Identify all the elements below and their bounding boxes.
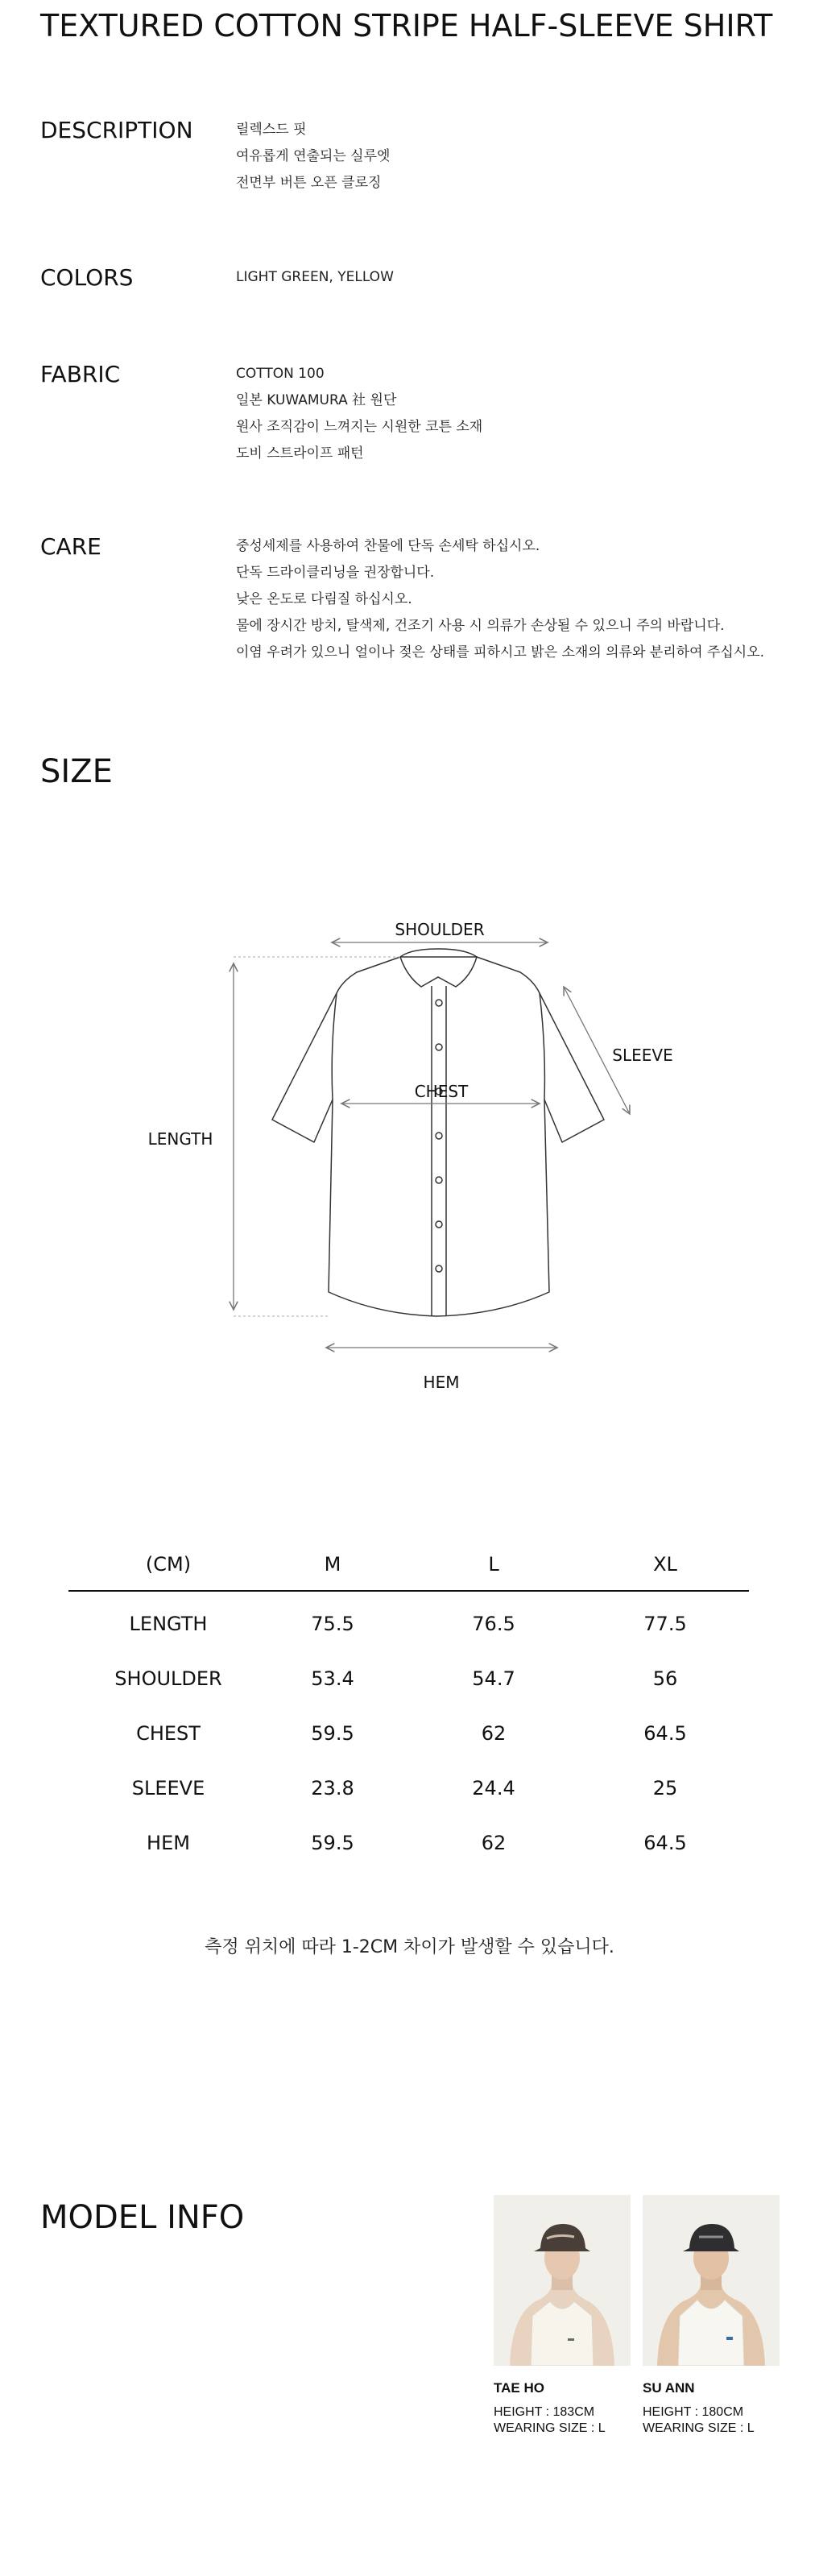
table-row [68,1761,749,1816]
size-table-header [68,1537,749,1592]
cell-value: 25 [652,1777,678,1799]
table-row [68,1706,749,1761]
row-label: HEM [147,1832,190,1854]
shoulder-label: SHOULDER [395,920,485,939]
size-heading: SIZE [40,753,113,790]
care-label: CARE [40,533,101,560]
cell-value: 76.5 [472,1613,515,1635]
model-photo [643,2195,780,2366]
row-label: SLEEVE [131,1777,205,1799]
model-info-heading: MODEL INFO [40,2199,245,2236]
cell-value: 64.5 [643,1832,687,1854]
model-wearing-size: WEARING SIZE : L [643,2421,755,2435]
care-line: 단독 드라이클리닝을 권장합니다. [236,565,435,581]
cell-value: 64.5 [643,1722,687,1745]
shirt-outline [272,957,604,1316]
cell-value: 59.5 [311,1722,354,1745]
cell-value: 75.5 [311,1613,354,1635]
table-row [68,1816,749,1870]
care-line: 낮은 온도로 다림질 하십시오. [236,591,412,607]
cell-value: 53.4 [311,1667,354,1690]
header-size-m: M [324,1553,341,1576]
size-table [68,1537,749,1870]
description-line: 여유롭게 연출되는 실루엣 [236,148,391,164]
care-line: 이염 우려가 있으니 얼이나 젖은 상태를 피하시고 밝은 소재의 의류와 분리하여 주십시오. [236,644,765,661]
model-height: HEIGHT : 183CM [494,2405,595,2419]
fabric-line: 원사 조직감이 느껴지는 시원한 코튼 소재 [236,419,483,435]
model-card [643,2195,780,2437]
model-figure [494,2195,631,2366]
size-measurement-note: 측정 위치에 따라 1-2CM 차이가 발생할 수 있습니다. [205,1937,614,1957]
product-title: TEXTURED COTTON STRIPE HALF-SLEEVE SHIRT [40,8,773,43]
model-height: HEIGHT : 180CM [643,2405,744,2419]
length-label: LENGTH [147,1129,213,1149]
cell-value: 23.8 [311,1777,354,1799]
table-row [68,1597,749,1651]
chest-label: CHEST [414,1082,469,1101]
fabric-label: FABRIC [40,361,121,387]
header-unit: (CM) [145,1553,192,1576]
cell-value: 56 [652,1667,678,1690]
table-row [68,1651,749,1706]
fabric-line: 일본 KUWAMURA 社 원단 [236,392,397,408]
model-wearing-size: WEARING SIZE : L [494,2421,606,2435]
cell-value: 62 [481,1722,507,1745]
cell-value: 54.7 [472,1667,515,1690]
description-line: 전면부 버튼 오픈 클로징 [236,175,382,191]
cell-value: 24.4 [472,1777,515,1799]
row-label: SHOULDER [114,1667,222,1690]
cell-value: 77.5 [643,1613,687,1635]
care-line: 물에 장시간 방치, 탈색제, 건조기 사용 시 의류가 손상될 수 있으니 주의 바랍니다. [236,618,725,634]
model-figure [643,2195,780,2366]
description-label: DESCRIPTION [40,117,193,143]
model-card [494,2195,631,2437]
model-name: SU ANN [643,2380,695,2396]
cell-value: 62 [481,1832,507,1854]
fabric-line: 도비 스트라이프 패턴 [236,445,364,462]
fabric-line: COTTON 100 [236,366,325,382]
sleeve-label: SLEEVE [612,1046,673,1065]
model-name: TAE HO [494,2380,544,2396]
description-line: 릴렉스드 핏 [236,122,307,138]
size-diagram [0,886,819,1418]
shirt-measurement-diagram [0,886,819,1418]
care-line: 중성세제를 사용하여 찬물에 단독 손세탁 하십시오. [236,538,540,554]
colors-value: LIGHT GREEN, YELLOW [236,269,394,285]
row-label: CHEST [136,1722,201,1745]
model-photo [494,2195,631,2366]
hem-label: HEM [423,1373,460,1392]
header-size-l: L [488,1553,499,1576]
row-label: LENGTH [129,1613,208,1635]
model-detail [494,2404,631,2437]
header-size-xl: XL [653,1553,677,1576]
model-detail [643,2404,780,2437]
cell-value: 59.5 [311,1832,354,1854]
colors-label: COLORS [40,264,134,291]
